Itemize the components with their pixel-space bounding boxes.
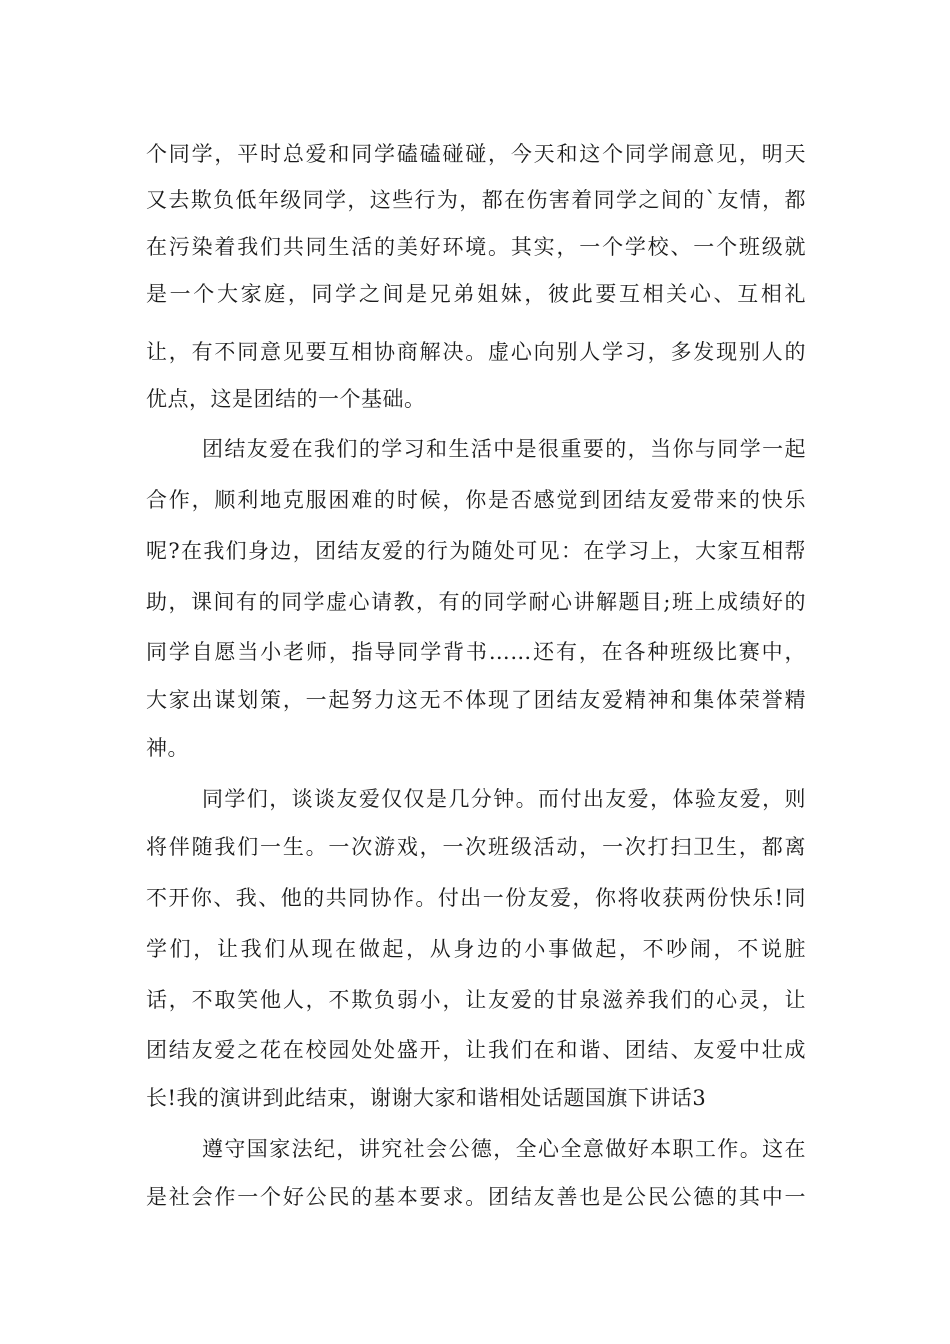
text-line: 话，不取笑他人，不欺负弱小，让友爱的甘泉滋养我们的心灵，让 [146,988,806,1012]
text-line: 又去欺负低年级同学，这些行为，都在伤害着同学之间的`友情，都 [146,188,806,212]
text-line: 呢?在我们身边，团结友爱的行为随处可见：在学习上，大家互相帮 [146,539,806,563]
text-line: 团结友爱之花在校园处处盛开，让我们在和谐、团结、友爱中壮成 [146,1038,806,1062]
text-line: 团结友爱在我们的学习和生活中是很重要的，当你与同学一起 [202,437,806,461]
text-line: 优点，这是团结的一个基础。 [146,387,426,411]
text-line: 合作，顺利地克服困难的时候，你是否感觉到团结友爱带来的快乐 [146,488,806,512]
text-line: 长!我的演讲到此结束，谢谢大家和谐相处话题国旗下讲话3 [146,1086,707,1110]
text-line: 遵守国家法纪，讲究社会公德，全心全意做好本职工作。这在 [202,1137,806,1161]
text-line: 神。 [146,736,189,760]
text-line: 是一个大家庭，同学之间是兄弟姐妹，彼此要互相关心、互相礼 [146,282,806,306]
text-line: 学们，让我们从现在做起，从身边的小事做起，不吵闹，不说脏 [146,937,806,961]
text-line: 个同学，平时总爱和同学磕磕碰碰，今天和这个同学闹意见，明天 [146,142,806,166]
text-line: 将伴随我们一生。一次游戏，一次班级活动，一次打扫卫生，都离 [146,835,806,859]
text-line: 让，有不同意见要互相协商解决。虚心向别人学习，多发现别人的 [146,340,806,364]
text-line: 同学们，谈谈友爱仅仅是几分钟。而付出友爱，体验友爱，则 [202,787,806,811]
text-line: 是社会作一个好公民的基本要求。团结友善也是公民公德的其中一 [146,1185,806,1209]
text-line: 同学自愿当小老师，指导同学背书……还有，在各种班级比赛中， [146,640,806,664]
text-line: 在污染着我们共同生活的美好环境。其实，一个学校、一个班级就 [146,235,806,259]
text-line: 大家出谋划策，一起努力这无不体现了团结友爱精神和集体荣誉精 [146,688,806,712]
text-line: 助，课间有的同学虚心请教，有的同学耐心讲解题目;班上成绩好的 [146,590,806,614]
text-line: 不开你、我、他的共同协作。付出一份友爱，你将收获两份快乐!同 [146,886,806,910]
